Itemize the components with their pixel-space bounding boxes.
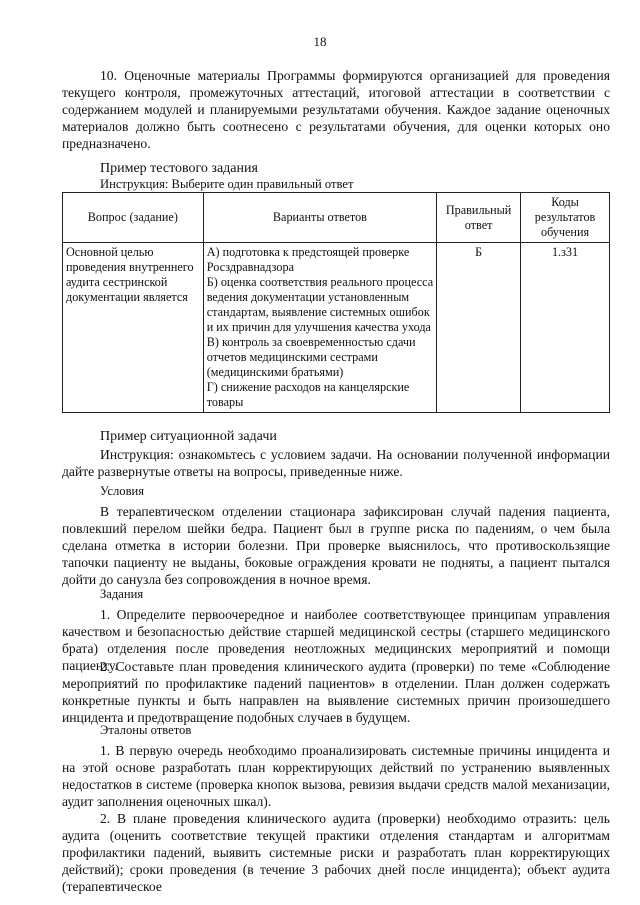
conditions-text: В терапевтическом отделении стационара зафиксирован случай падения пациента, повлекший перелом шейки бедра. Пациент был в группе риска по падениям, о чем была сделана отметка в истории болезни. При проверке выяснилось, что противоскользящие тапочки пациенту не выданы, боковые ограждения кровати не подняты, а пациент пытался дойти до санузла без сопровождения в ночное время. bbox=[62, 504, 610, 587]
table-row bbox=[63, 243, 610, 413]
header-correct-answer: Правильный ответ bbox=[437, 193, 521, 243]
option-d: Г) снижение расходов на канцелярские товары bbox=[206, 380, 410, 409]
option-a: А) подготовка к предстоящей проверке Росздравнадзора bbox=[206, 245, 410, 274]
answer-1: 1. В первую очередь необходимо проанализировать системные причины инцидента и на этой основе разработать план корректирующих действий по устранению выявленных недостатков в системе (проверка кнопок вызова, ревизия выдачи средств малой механизации, аудит заполнения оценочных шкал). bbox=[62, 743, 610, 809]
intro-paragraph: 10. Оценочные материалы Программы формируются организацией для проведения текущего контроля, промежуточных аттестаций, итоговой аттестации в соответствии с содержанием модулей и планируемыми результатами обучения. Каждое задание оценочных материалов должно быть соотнесено с результатами обучения, для оценки которых оно предназначено. bbox=[62, 68, 610, 151]
option-b: Б) оценка соответствия реального процесса ведения документации установленным стандартам, выявление системных ошибок и их причин для улучшения качества ухода bbox=[206, 275, 434, 334]
tasks-heading: Задания bbox=[100, 587, 144, 601]
task-1: 1. Определите первоочередное и наиболее соответствующее принципам управления качеством и безопасностью действие старшей медицинской сестры (старшего медицинского брата) отделения после проведения неотложных медицинских мероприятий и помощи пациенту. bbox=[62, 607, 610, 673]
page-number: 18 bbox=[313, 34, 327, 49]
header-question: Вопрос (задание) bbox=[63, 193, 204, 243]
task-2: 2. Составьте план проведения клинического аудита (проверки) по теме «Соблюдение мероприятий по профилактике падений пациентов» в отделении. План должен содержать конкретные пункты и быть направлен на выявление системных причин произошедшего инцидента и предотвращение подобных случаев в будущем. bbox=[62, 659, 610, 725]
test-example-title: Пример тестового задания bbox=[100, 161, 258, 176]
header-result-codes: Коды результатов обучения bbox=[521, 193, 610, 243]
correct-answer-cell: Б bbox=[437, 243, 521, 413]
header-options: Варианты ответов bbox=[203, 193, 436, 243]
conditions-heading: Условия bbox=[100, 484, 145, 498]
test-example-instruction: Инструкция: Выберите один правильный ответ bbox=[100, 177, 354, 191]
options-cell bbox=[203, 243, 436, 413]
situational-instruction: Инструкция: ознакомьтесь с условием задачи. На основании полученной информации дайте развернутые ответы на вопросы, приведенные ниже. bbox=[62, 447, 610, 479]
answers-heading: Эталоны ответов bbox=[100, 723, 192, 737]
table-header-row bbox=[63, 193, 610, 243]
option-c: В) контроль за своевременностью сдачи отчетов медицинскими сестрами (медицинскими братьями) bbox=[206, 335, 416, 379]
test-table bbox=[62, 192, 610, 413]
situational-example-title: Пример ситуационной задачи bbox=[100, 429, 277, 444]
answer-2: 2. В плане проведения клинического аудита (проверки) необходимо отразить: цель аудита (оценить соответствие текущей практики отделения стандартам и алгоритмам профилактики падений, выявить системные риски и разработать план корректирующих действий); сроки проведения (в течение 3 рабочих дней после инцидента); объект аудита (терапевтическое bbox=[62, 811, 610, 894]
question-cell: Основной целью проведения внутреннего аудита сестринской документации является bbox=[63, 243, 204, 413]
result-code-cell: 1.з31 bbox=[521, 243, 610, 413]
